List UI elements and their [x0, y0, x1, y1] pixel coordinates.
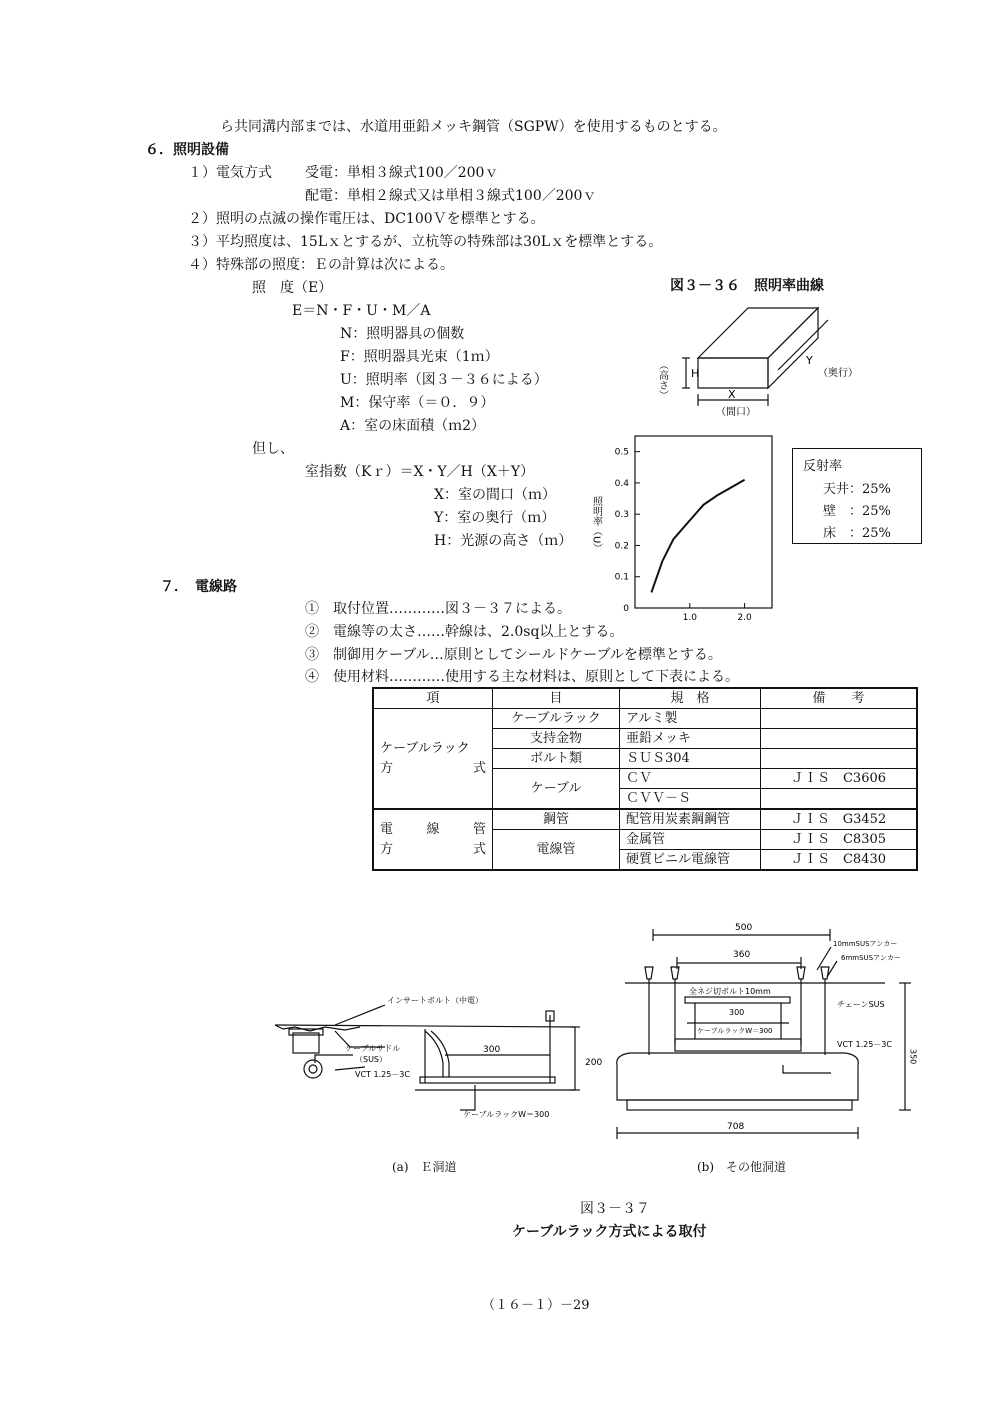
however-label: 但し、: [252, 441, 294, 457]
table-row: [373, 809, 917, 830]
dim-200-a: 200: [585, 1058, 603, 1068]
dim-300-a: 300: [483, 1045, 501, 1055]
room-var-h: H：光源の高さ（ｍ）: [434, 533, 573, 549]
dim-300-b: 300: [729, 1008, 745, 1017]
section6-item1-label: １）電気方式: [188, 165, 272, 181]
group-conduit: [373, 809, 493, 870]
row-spec: ＳＵＳ304: [620, 749, 761, 769]
label-bolt: 全ネジ切ボルト10mm: [689, 987, 771, 996]
fig337-caption-b: (b) その他洞道: [697, 1160, 787, 1174]
illum-formula: E＝N・F・U・M／A: [292, 303, 431, 319]
row-note: [761, 709, 918, 729]
label-anchor10: 10mmSUSアンカー: [833, 940, 898, 948]
section6-item1-a: 受電：単相３線式100／200ｖ: [305, 165, 499, 181]
row-note: ＪＩＳ C3606: [761, 769, 918, 789]
header-item2: 目: [493, 688, 620, 709]
fig337-caption-a: (a) Ｅ洞道: [392, 1160, 457, 1174]
row-note: [761, 729, 918, 749]
var-u: U：照明率（図３－３６による）: [340, 372, 548, 388]
group-cable-rack: [373, 709, 493, 810]
row-spec: ＣＶＶ－Ｓ: [620, 789, 761, 810]
dim-708: 708: [727, 1122, 745, 1132]
label-vct-b: VCT 1.25－3C: [837, 1040, 892, 1049]
var-f: F：照明器具光束（1ｍ）: [340, 349, 499, 365]
section7-item4: ④ 使用材料…………使用する主な材料は、原則として下表による。: [305, 669, 739, 685]
room-var-x: X：室の間口（ｍ）: [434, 487, 556, 503]
install-diagram-e-tunnel: [275, 985, 603, 1125]
dim-360: 360: [733, 950, 751, 960]
box-label-x-sub: （間口）: [716, 407, 756, 418]
box-label-y-sub: （奥行）: [818, 368, 858, 379]
row-spec: 金属管: [620, 830, 761, 850]
section6-heading: ６．照明設備: [145, 142, 229, 158]
section7-item1: ① 取付位置…………図３－３７による。: [305, 601, 571, 617]
fig337-title: 図３－３７: [580, 1201, 650, 1217]
page-number: （１６－１）－29: [482, 1298, 590, 1313]
row-note: [761, 749, 918, 769]
section7-item2: ② 電線等の太さ……幹線は、2.0sq以上とする。: [305, 624, 624, 640]
chart-ylabel: 照明率（U）: [590, 496, 602, 554]
materials-table: [372, 687, 918, 871]
x-tick-label: 2.0: [737, 613, 752, 623]
reflectance-box: [792, 448, 922, 544]
intro-line: ら共同溝内部までは、水道用亜鉛メッキ鋼管（SGPW）を使用するものとする。: [220, 119, 727, 135]
room-var-y: Y：室の奥行（ｍ）: [434, 510, 556, 526]
box-label-h-side: （高さ）: [656, 360, 668, 400]
row-item: 電線管: [493, 830, 620, 871]
label-saddle: ケーブルサドル: [345, 1044, 401, 1053]
y-tick-label: 0: [623, 604, 629, 614]
row-note: ＪＩＳ C8430: [761, 850, 918, 871]
row-note: ＪＩＳ C8305: [761, 830, 918, 850]
row-spec: ＣＶ: [620, 769, 761, 789]
row-spec: 配管用炭素鋼鋼管: [620, 809, 761, 830]
row-spec: 硬質ビニル電線管: [620, 850, 761, 871]
row-note: [761, 789, 918, 810]
label-insert-bolt: インサートボルト（中電）: [387, 996, 483, 1005]
row-note: ＪＩＳ G3452: [761, 809, 918, 830]
label-chain: チェーンSUS: [837, 1000, 885, 1009]
y-tick-label: 0.2: [614, 541, 629, 552]
box-label-h: H: [691, 367, 700, 380]
label-sus: （SUS）: [355, 1055, 388, 1064]
reflectance-ceiling: 天井：25%: [823, 482, 891, 497]
row-item: 支持金物: [493, 729, 620, 749]
row-spec: 亜鉛メッキ: [620, 729, 761, 749]
table-header-row: [373, 688, 917, 709]
group2-line-b: 方 式: [380, 841, 486, 857]
row-item: ケーブルラック: [493, 709, 620, 729]
box-label-y: Y: [806, 354, 813, 367]
table-row: [373, 709, 917, 729]
var-a: A：室の床面積（ｍ2）: [340, 418, 486, 434]
header-spec: 規 格: [620, 688, 761, 709]
y-tick-label: 0.4: [614, 478, 629, 489]
y-tick-label: 0.5: [614, 447, 629, 458]
header-note: 備 考: [761, 688, 918, 709]
label-anchor6: 6mmSUSアンカー: [841, 954, 901, 962]
row-item: ボルト類: [493, 749, 620, 769]
row-item: ケーブル: [493, 769, 620, 810]
section6-item2: ２）照明の点滅の操作電圧は、DC100Ｖを標準とする。: [188, 211, 545, 227]
fig336-title: 図３－３６ 照明率曲線: [670, 278, 824, 294]
y-tick-label: 0.1: [614, 572, 629, 583]
dim-350: 350: [908, 1049, 918, 1065]
section6-item1-b: 配電：単相２線式又は単相３線式100／200ｖ: [305, 188, 597, 204]
row-item: 鋼管: [493, 809, 620, 830]
row-spec: アルミ製: [620, 709, 761, 729]
reflectance-floor: 床 ：25%: [823, 526, 891, 541]
dim-500: 500: [735, 923, 753, 933]
utilization-curve: [651, 480, 744, 593]
header-item: 項: [373, 688, 493, 709]
label-rack-b: ケーブルラックW＝300: [697, 1027, 773, 1035]
var-n: N：照明器具の個数: [340, 326, 465, 342]
group1-line-a: ケーブルラック: [380, 740, 470, 756]
section6-item4: ４）特殊部の照度：Ｅの計算は次による。: [188, 257, 454, 273]
utilization-chart: [590, 430, 790, 630]
fig337-subtitle: ケーブルラック方式による取付: [512, 1224, 707, 1240]
var-m: M：保守率（＝０．９）: [340, 395, 495, 411]
label-rack-a: ケーブルラックW＝300: [463, 1110, 550, 1119]
label-vct-a: VCT 1.25－3C: [355, 1070, 410, 1079]
reflectance-title: 反射率: [803, 459, 843, 474]
box-label-x: X: [728, 388, 736, 401]
illum-label: 照 度（E）: [252, 280, 333, 296]
x-tick-label: 1.0: [682, 613, 697, 623]
room-index-formula: 室指数（Kｒ）＝X・Y／H（X＋Y）: [305, 464, 535, 480]
section7-item3: ③ 制御用ケーブル…原則としてシールドケーブルを標準とする。: [305, 647, 722, 663]
section6-item3: ３）平均照度は、15Lｘとするが、立杭等の特殊部は30Lｘを標準とする。: [188, 234, 663, 250]
reflectance-wall: 壁 ：25%: [823, 504, 891, 519]
install-diagram-other-tunnel: [605, 915, 925, 1150]
room-box-diagram: [656, 296, 860, 422]
group1-line-b: 方 式: [380, 760, 486, 776]
section7-heading: ７． 電線路: [160, 579, 237, 595]
y-tick-label: 0.3: [614, 510, 629, 521]
group2-line-a: 電 線 管: [380, 821, 486, 837]
